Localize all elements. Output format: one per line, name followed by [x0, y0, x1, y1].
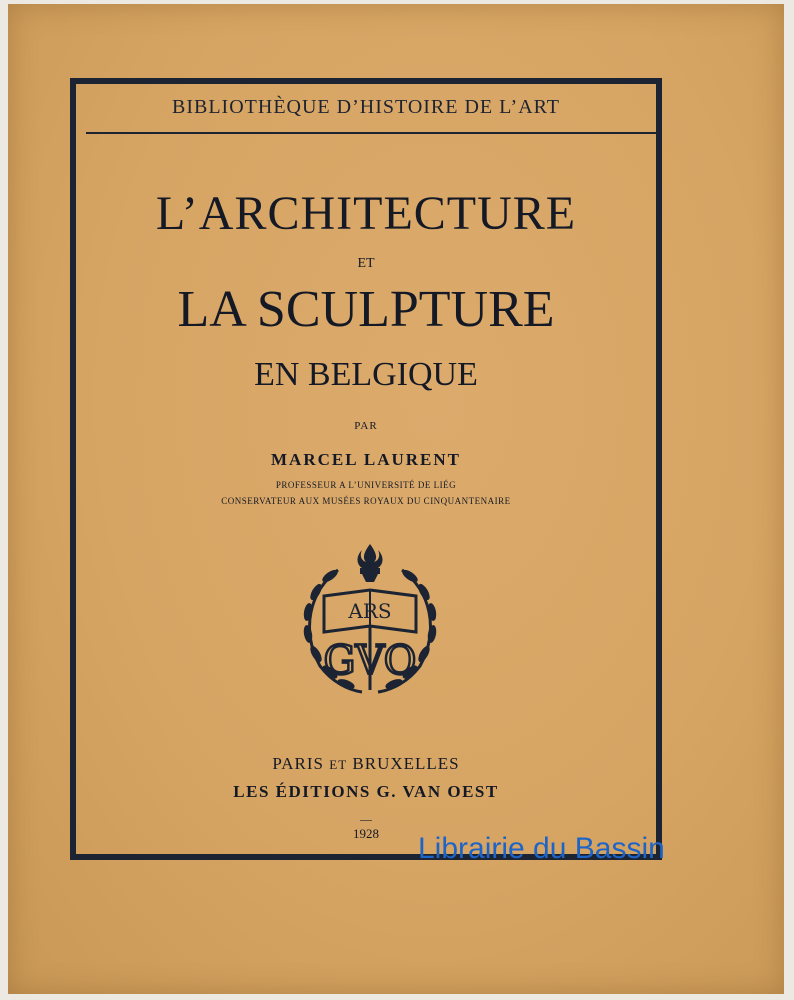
place-paris: PARIS: [272, 754, 324, 773]
title-conjunction: ET: [357, 256, 375, 271]
title-line-3: EN BELGIQUE: [254, 356, 478, 393]
series-divider: [86, 132, 658, 134]
seller-watermark: Librairie du Bassin: [418, 832, 665, 865]
author-name: MARCEL LAURENT: [271, 450, 461, 469]
publication-year: 1928: [353, 826, 379, 841]
publication-place: [76, 754, 656, 774]
publisher-name: LES ÉDITIONS G. VAN OEST: [233, 782, 499, 801]
title-line-1: L’ARCHITECTURE: [155, 187, 577, 240]
author-affiliation-1: PROFESSEUR A L’UNIVERSITÉ DE LIÉG: [275, 480, 457, 490]
publisher-emblem-icon: [290, 540, 450, 700]
emblem-ars-text: ARS: [348, 599, 392, 623]
place-conjunction: ET: [329, 757, 348, 772]
series-title: BIBLIOTHÈQUE D’HISTOIRE DE L’ART: [172, 96, 560, 118]
place-bruxelles: BRUXELLES: [352, 754, 460, 773]
title-line-2: LA SCULPTURE: [177, 281, 555, 338]
by-label: PAR: [354, 420, 378, 432]
author-affiliation-2: CONSERVATEUR AUX MUSÉES ROYAUX DU CINQUANTENAIRE: [221, 496, 511, 506]
emblem-monogram: GVO: [323, 638, 417, 684]
year-dash: —: [360, 812, 372, 826]
